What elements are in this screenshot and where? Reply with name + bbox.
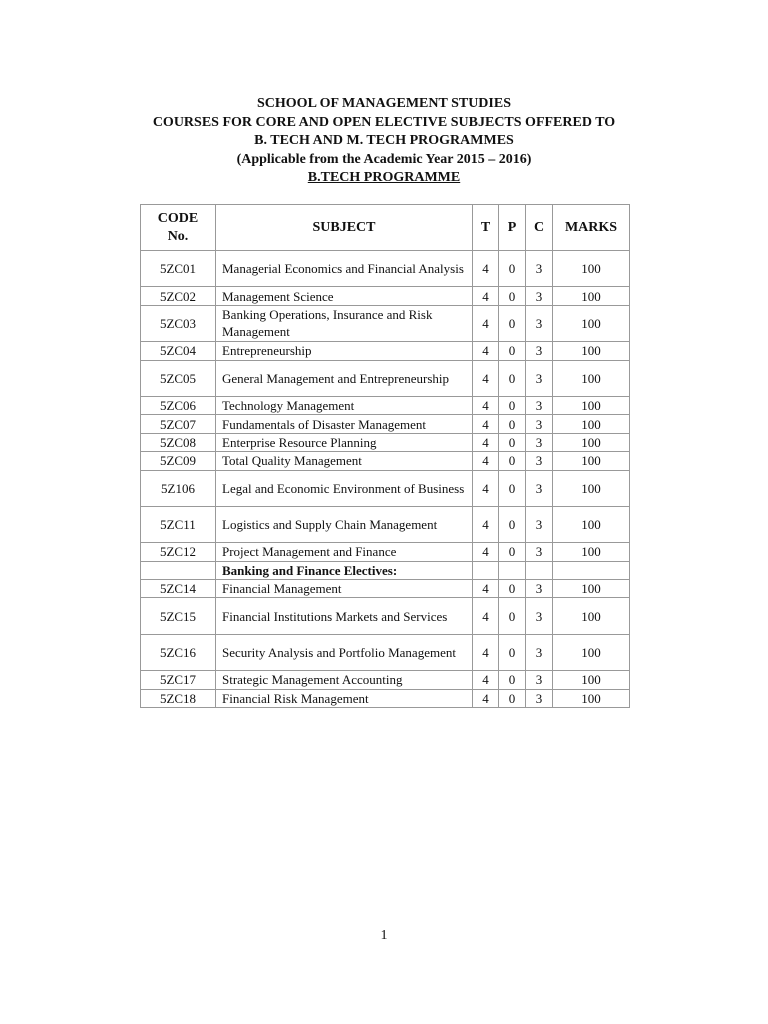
course-marks: 100	[553, 433, 630, 451]
course-subject: Total Quality Management	[216, 452, 473, 470]
course-subject: Financial Management	[216, 580, 473, 598]
course-t: 4	[473, 634, 499, 670]
course-p: 0	[499, 689, 526, 707]
course-c: 3	[526, 415, 553, 433]
course-c: 3	[526, 634, 553, 670]
course-c: 3	[526, 396, 553, 414]
header-marks: MARKS	[553, 205, 630, 251]
table-row	[141, 506, 630, 542]
course-t: 4	[473, 598, 499, 634]
course-code: 5ZC11	[141, 506, 216, 542]
course-subject: Banking Operations, Insurance and Risk Management	[216, 305, 473, 341]
course-t: 4	[473, 452, 499, 470]
section-title: B.TECH PROGRAMME	[307, 170, 461, 185]
course-t: 4	[473, 305, 499, 341]
course-marks: 100	[553, 634, 630, 670]
course-c: 3	[526, 543, 553, 561]
course-p: 0	[499, 415, 526, 433]
course-subject: Fundamentals of Disaster Management	[216, 415, 473, 433]
course-code: 5ZC15	[141, 598, 216, 634]
group-code-cell	[141, 561, 216, 579]
table-row	[141, 598, 630, 634]
course-code: 5ZC07	[141, 415, 216, 433]
table-row	[141, 433, 630, 451]
course-p: 0	[499, 470, 526, 506]
course-subject: Management Science	[216, 287, 473, 305]
course-t: 4	[473, 580, 499, 598]
course-marks: 100	[553, 543, 630, 561]
table-row	[141, 470, 630, 506]
header-t: T	[473, 205, 499, 251]
course-marks: 100	[553, 598, 630, 634]
course-p: 0	[499, 580, 526, 598]
course-t: 4	[473, 671, 499, 689]
course-code: 5ZC17	[141, 671, 216, 689]
course-marks: 100	[553, 360, 630, 396]
course-c: 3	[526, 305, 553, 341]
table-row	[141, 287, 630, 305]
course-marks: 100	[553, 580, 630, 598]
course-subject: Security Analysis and Portfolio Management	[216, 634, 473, 670]
course-code: 5ZC03	[141, 305, 216, 341]
course-t: 4	[473, 251, 499, 287]
table-row	[141, 452, 630, 470]
group-label: Banking and Finance Electives:	[216, 561, 473, 579]
table-row	[141, 580, 630, 598]
course-t: 4	[473, 287, 499, 305]
course-code: 5ZC12	[141, 543, 216, 561]
course-p: 0	[499, 396, 526, 414]
course-marks: 100	[553, 415, 630, 433]
table-row	[141, 251, 630, 287]
table-row	[141, 415, 630, 433]
course-c: 3	[526, 342, 553, 360]
course-c: 3	[526, 251, 553, 287]
course-marks: 100	[553, 396, 630, 414]
course-t: 4	[473, 433, 499, 451]
course-subject: Project Management and Finance	[216, 543, 473, 561]
course-c: 3	[526, 433, 553, 451]
course-subject: Legal and Economic Environment of Business	[216, 470, 473, 506]
table-row	[141, 671, 630, 689]
table-row	[141, 543, 630, 561]
course-t: 4	[473, 342, 499, 360]
course-code: 5ZC16	[141, 634, 216, 670]
course-marks: 100	[553, 342, 630, 360]
course-p: 0	[499, 360, 526, 396]
course-code: 5ZC01	[141, 251, 216, 287]
page-number: 1	[380, 928, 388, 943]
course-marks: 100	[553, 305, 630, 341]
course-t: 4	[473, 689, 499, 707]
course-c: 3	[526, 287, 553, 305]
course-marks: 100	[553, 671, 630, 689]
table-row	[141, 305, 630, 341]
course-code: 5ZC18	[141, 689, 216, 707]
table-body	[141, 251, 630, 708]
table-row	[141, 689, 630, 707]
programmes-title: B. TECH AND M. TECH PROGRAMMES	[254, 133, 514, 148]
course-code: 5ZC06	[141, 396, 216, 414]
course-p: 0	[499, 671, 526, 689]
course-subject: Financial Institutions Markets and Services	[216, 598, 473, 634]
course-t: 4	[473, 470, 499, 506]
course-p: 0	[499, 305, 526, 341]
header-code: CODE No.	[141, 205, 216, 251]
course-p: 0	[499, 251, 526, 287]
course-p: 0	[499, 634, 526, 670]
course-c: 3	[526, 689, 553, 707]
course-p: 0	[499, 598, 526, 634]
course-code: 5Z106	[141, 470, 216, 506]
header-c: C	[526, 205, 553, 251]
table-header-row	[141, 205, 630, 251]
group-empty-cell	[499, 561, 526, 579]
course-c: 3	[526, 506, 553, 542]
course-p: 0	[499, 287, 526, 305]
group-empty-cell	[553, 561, 630, 579]
course-subject: Entrepreneurship	[216, 342, 473, 360]
header-p: P	[499, 205, 526, 251]
table-row	[141, 360, 630, 396]
course-p: 0	[499, 452, 526, 470]
school-title: SCHOOL OF MANAGEMENT STUDIES	[257, 96, 511, 111]
course-marks: 100	[553, 452, 630, 470]
course-subject: Enterprise Resource Planning	[216, 433, 473, 451]
course-marks: 100	[553, 470, 630, 506]
table-row	[141, 634, 630, 670]
course-code: 5ZC09	[141, 452, 216, 470]
course-p: 0	[499, 342, 526, 360]
course-marks: 100	[553, 506, 630, 542]
course-subject: Technology Management	[216, 396, 473, 414]
courses-title: COURSES FOR CORE AND OPEN ELECTIVE SUBJECTS OFFERED TO	[152, 114, 616, 130]
course-c: 3	[526, 470, 553, 506]
course-subject: General Management and Entrepreneurship	[216, 360, 473, 396]
course-code: 5ZC14	[141, 580, 216, 598]
course-c: 3	[526, 580, 553, 598]
group-empty-cell	[473, 561, 499, 579]
table-row	[141, 396, 630, 414]
course-marks: 100	[553, 287, 630, 305]
course-t: 4	[473, 396, 499, 414]
course-code: 5ZC08	[141, 433, 216, 451]
group-empty-cell	[526, 561, 553, 579]
course-p: 0	[499, 506, 526, 542]
course-p: 0	[499, 433, 526, 451]
table-group-row	[141, 561, 630, 579]
course-subject: Logistics and Supply Chain Management	[216, 506, 473, 542]
course-c: 3	[526, 671, 553, 689]
course-p: 0	[499, 543, 526, 561]
course-t: 4	[473, 543, 499, 561]
course-marks: 100	[553, 251, 630, 287]
document-heading	[0, 95, 768, 188]
course-c: 3	[526, 452, 553, 470]
course-code: 5ZC05	[141, 360, 216, 396]
course-c: 3	[526, 598, 553, 634]
course-t: 4	[473, 360, 499, 396]
courses-table	[140, 204, 630, 708]
course-code: 5ZC04	[141, 342, 216, 360]
course-t: 4	[473, 415, 499, 433]
header-subject: SUBJECT	[216, 205, 473, 251]
course-c: 3	[526, 360, 553, 396]
course-code: 5ZC02	[141, 287, 216, 305]
academic-year-note: (Applicable from the Academic Year 2015 – 2016)	[236, 151, 532, 167]
course-subject: Managerial Economics and Financial Analysis	[216, 251, 473, 287]
course-subject: Strategic Management Accounting	[216, 671, 473, 689]
course-t: 4	[473, 506, 499, 542]
course-marks: 100	[553, 689, 630, 707]
table-row	[141, 342, 630, 360]
course-subject: Financial Risk Management	[216, 689, 473, 707]
